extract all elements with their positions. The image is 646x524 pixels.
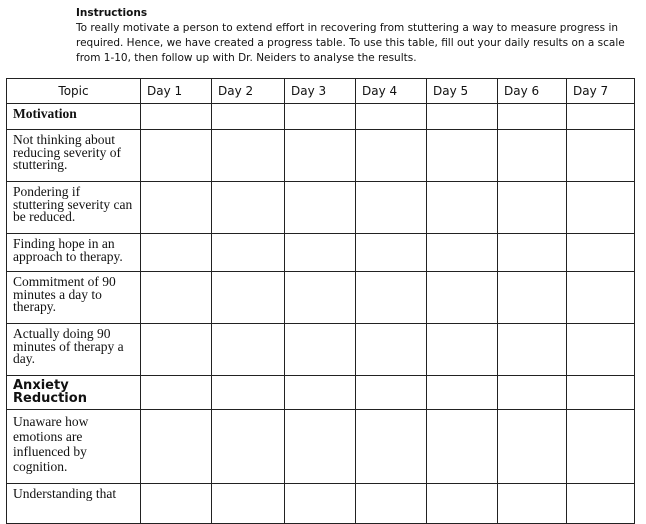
header-day-3: Day 3	[285, 79, 356, 104]
header-day-4: Day 4	[356, 79, 427, 104]
day-cell[interactable]	[498, 376, 567, 410]
day-cell[interactable]	[567, 104, 635, 130]
table-row	[7, 272, 635, 324]
day-cell[interactable]	[427, 410, 498, 484]
topic-label: Actually doing 90 minutes of therapy a day.	[7, 324, 141, 376]
day-cell[interactable]	[567, 484, 635, 524]
header-day-2: Day 2	[212, 79, 285, 104]
day-cell[interactable]	[356, 272, 427, 324]
day-cell[interactable]	[141, 376, 212, 410]
day-cell[interactable]	[285, 410, 356, 484]
day-cell[interactable]	[498, 182, 567, 234]
day-cell[interactable]	[498, 130, 567, 182]
day-cell[interactable]	[285, 484, 356, 524]
day-cell[interactable]	[356, 234, 427, 272]
table-row	[7, 182, 635, 234]
day-cell[interactable]	[285, 376, 356, 410]
day-cell[interactable]	[141, 104, 212, 130]
day-cell[interactable]	[567, 182, 635, 234]
header-day-5: Day 5	[427, 79, 498, 104]
day-cell[interactable]	[285, 130, 356, 182]
day-cell[interactable]	[356, 182, 427, 234]
day-cell[interactable]	[567, 410, 635, 484]
header-day-6: Day 6	[498, 79, 567, 104]
day-cell[interactable]	[356, 104, 427, 130]
topic-label: Understanding that	[7, 484, 141, 524]
day-cell[interactable]	[285, 234, 356, 272]
day-cell[interactable]	[567, 272, 635, 324]
day-cell[interactable]	[212, 324, 285, 376]
day-cell[interactable]	[212, 234, 285, 272]
day-cell[interactable]	[356, 376, 427, 410]
topic-label: Commitment of 90 minutes a day to therapy.	[7, 272, 141, 324]
table-row	[7, 130, 635, 182]
day-cell[interactable]	[212, 104, 285, 130]
topic-label: Unaware how emotions are influenced by cognition.	[7, 410, 141, 484]
day-cell[interactable]	[567, 324, 635, 376]
day-cell[interactable]	[285, 182, 356, 234]
day-cell[interactable]	[567, 234, 635, 272]
header-day-7: Day 7	[567, 79, 635, 104]
day-cell[interactable]	[567, 376, 635, 410]
table-header-row	[7, 79, 635, 104]
day-cell[interactable]	[498, 324, 567, 376]
topic-label: Finding hope in an approach to therapy.	[7, 234, 141, 272]
day-cell[interactable]	[567, 130, 635, 182]
day-cell[interactable]	[356, 324, 427, 376]
day-cell[interactable]	[141, 234, 212, 272]
table-row	[7, 484, 635, 524]
day-cell[interactable]	[141, 130, 212, 182]
instructions-text: To really motivate a person to extend effort in recovering from stuttering a way to measure progress in required. Hence, we have created a progress table. To use this table, fill out your daily results on a scale from 1-10, then follow up with Dr. Neiders to analyse the results.	[76, 22, 625, 64]
topic-label: Not thinking about reducing severity of stuttering.	[7, 130, 141, 182]
table-row	[7, 324, 635, 376]
section-row-anxiety-reduction	[7, 376, 635, 410]
day-cell[interactable]	[498, 272, 567, 324]
header-topic: Topic	[7, 79, 141, 104]
day-cell[interactable]	[427, 104, 498, 130]
day-cell[interactable]	[498, 104, 567, 130]
day-cell[interactable]	[427, 130, 498, 182]
day-cell[interactable]	[285, 272, 356, 324]
day-cell[interactable]	[212, 182, 285, 234]
day-cell[interactable]	[212, 376, 285, 410]
day-cell[interactable]	[212, 410, 285, 484]
day-cell[interactable]	[356, 130, 427, 182]
day-cell[interactable]	[285, 324, 356, 376]
table-row	[7, 410, 635, 484]
day-cell[interactable]	[427, 324, 498, 376]
day-cell[interactable]	[285, 104, 356, 130]
section-label: Anxiety Reduction	[7, 376, 141, 410]
day-cell[interactable]	[141, 272, 212, 324]
day-cell[interactable]	[427, 484, 498, 524]
day-cell[interactable]	[141, 182, 212, 234]
day-cell[interactable]	[427, 376, 498, 410]
day-cell[interactable]	[356, 410, 427, 484]
day-cell[interactable]	[498, 410, 567, 484]
day-cell[interactable]	[212, 130, 285, 182]
day-cell[interactable]	[498, 234, 567, 272]
instructions-heading: Instructions	[76, 7, 148, 19]
section-label: Motivation	[7, 104, 141, 130]
day-cell[interactable]	[141, 324, 212, 376]
day-cell[interactable]	[427, 272, 498, 324]
instructions-block	[76, 6, 636, 66]
day-cell[interactable]	[212, 272, 285, 324]
day-cell[interactable]	[427, 182, 498, 234]
table-row	[7, 234, 635, 272]
header-day-1: Day 1	[141, 79, 212, 104]
day-cell[interactable]	[141, 410, 212, 484]
topic-label: Pondering if stuttering severity can be reduced.	[7, 182, 141, 234]
day-cell[interactable]	[427, 234, 498, 272]
day-cell[interactable]	[141, 484, 212, 524]
day-cell[interactable]	[498, 484, 567, 524]
progress-table	[6, 78, 635, 524]
day-cell[interactable]	[356, 484, 427, 524]
section-row-motivation	[7, 104, 635, 130]
day-cell[interactable]	[212, 484, 285, 524]
